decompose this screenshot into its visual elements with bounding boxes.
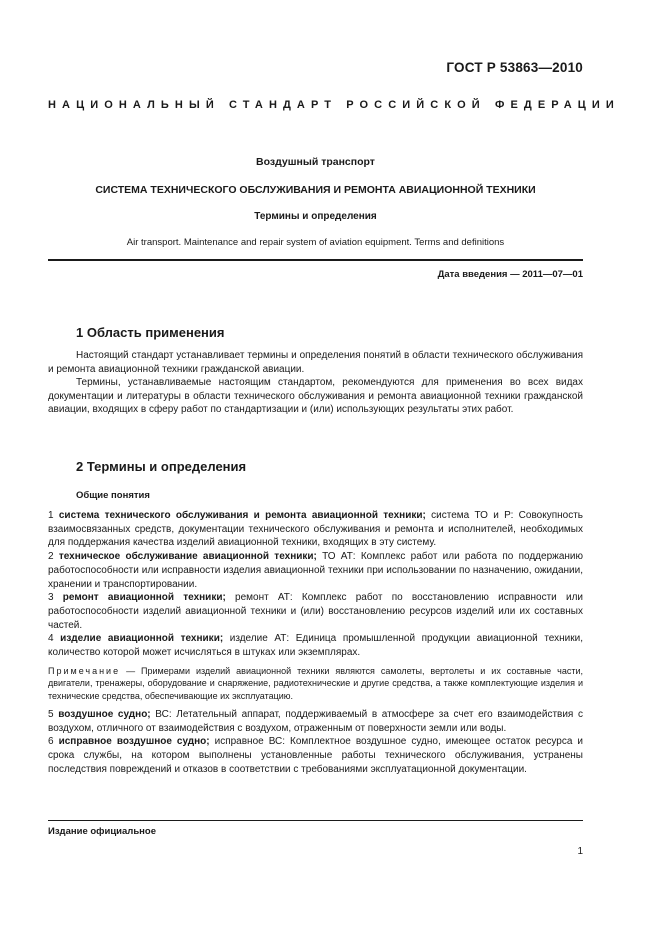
note-label: Примечание [48,665,121,676]
section-1-heading: 1 Область применения [76,325,225,340]
definition-number: 6 [48,736,54,748]
definition-item [48,632,583,659]
definition-term: система технического обслуживания и ремонта авиационной техники; [58,510,426,521]
subject-title: Воздушный транспорт [256,156,375,168]
general-concepts-subheading: Общие понятия [76,490,150,501]
definition-number: 5 [48,708,54,720]
definition-item [48,550,583,591]
definition-text: ТО АТ: Комплекс работ или работа по поддержанию работоспособности или исправности изделия авиационной техники при использовании по назначению, ожидании, хранении и транспортировании. [48,551,584,590]
definition-item [48,708,583,735]
definition-term: ремонт авиационной техники; [62,592,226,604]
definition-text: изделие АТ: Единица промышленной продукции авиационной техники, количество которой может исчисляться в штуках или экземплярах. [48,633,583,659]
subtitle: Термины и определения [254,211,377,222]
footer-divider [48,820,583,821]
national-standard-heading: НАЦИОНАЛЬНЫЙ СТАНДАРТ РОССИЙСКОЙ ФЕДЕРАЦИИ [48,99,620,111]
section-1-paragraph [48,376,583,417]
paragraph-text: Термины, устанавливаемые настоящим стандартом, рекомендуются для применения во всех видах документации и литературы в области технического обслуживания и ремонта авиационной техники гражданской авиации, входящих в сферу работ по стандартизации и (или) использующих результаты этих работ. [48,377,583,416]
header-divider [48,259,583,261]
introduction-date: Дата введения — 2011—07—01 [437,269,583,280]
paragraph-text: Настоящий стандарт устанавливает термины и определения понятий в области технического обслуживания и ремонта авиационной техники гражданской авиации. [48,350,583,375]
definition-number: 4 [48,633,54,645]
english-title: Air transport. Maintenance and repair system of aviation equipment. Terms and definitions [126,237,505,248]
definition-term: техническое обслуживание авиационной техники; [58,551,317,563]
definitions-list [48,509,583,776]
definition-number: 2 [48,551,54,563]
section-2-heading: 2 Термины и определения [76,459,247,474]
definition-text: система ТО и Р: Совокупность взаимосвязанных средств, документации технического обслуживания и ремонта и исполнителей, необходимых для поддержания качества изделий авиационной техники, входящих в эту систему. [48,510,583,549]
definition-term: изделие авиационной техники; [60,633,224,645]
main-title: СИСТЕМА ТЕХНИЧЕСКОГО ОБСЛУЖИВАНИЯ И РЕМОНТА АВИАЦИОННОЙ ТЕХНИКИ [95,184,536,196]
note [48,665,583,702]
document-number: ГОСТ Р 53863—2010 [446,60,583,75]
definition-text: исправное ВС: Комплектное воздушное судно, имеющее остаток ресурса и срока службы, на котором выполнены установленные работы технического обслуживания, устранены последствия повреждений и отказов в соответствии с требованиями эксплуатационной документации. [48,736,583,775]
definition-item [48,509,583,550]
definition-item [48,735,583,776]
page-number: 1 [577,846,583,857]
definition-text: ремонт АТ: Комплекс работ по восстановлению исправности или работоспособности изделий авиационной техники и (или) восстановлению ресурсов изделий или их составных частей. [48,592,583,631]
section-1-paragraph [48,349,583,376]
definition-number: 3 [48,592,54,604]
note-text: — Примерами изделий авиационной техники являются самолеты, вертолеты и их составные части, двигатели, тренажеры, оборудование и снаряжение, радиотехнические и другие средства, а также комплектующие изделия и технические средства, обеспечивающие их эксплуатацию. [48,665,583,701]
definition-text: ВС: Летательный аппарат, поддерживаемый в атмосфере за счет его взаимодействия с воздухом, отличного от взаимодействия с воздухом, отраженным от поверхности земли или воды. [48,708,584,734]
definition-term: воздушное судно; [58,708,151,720]
definition-term: исправное воздушное судно; [58,736,210,748]
definition-number: 1 [48,510,54,521]
official-edition-label: Издание официальное [48,826,156,837]
definition-item [48,591,583,632]
